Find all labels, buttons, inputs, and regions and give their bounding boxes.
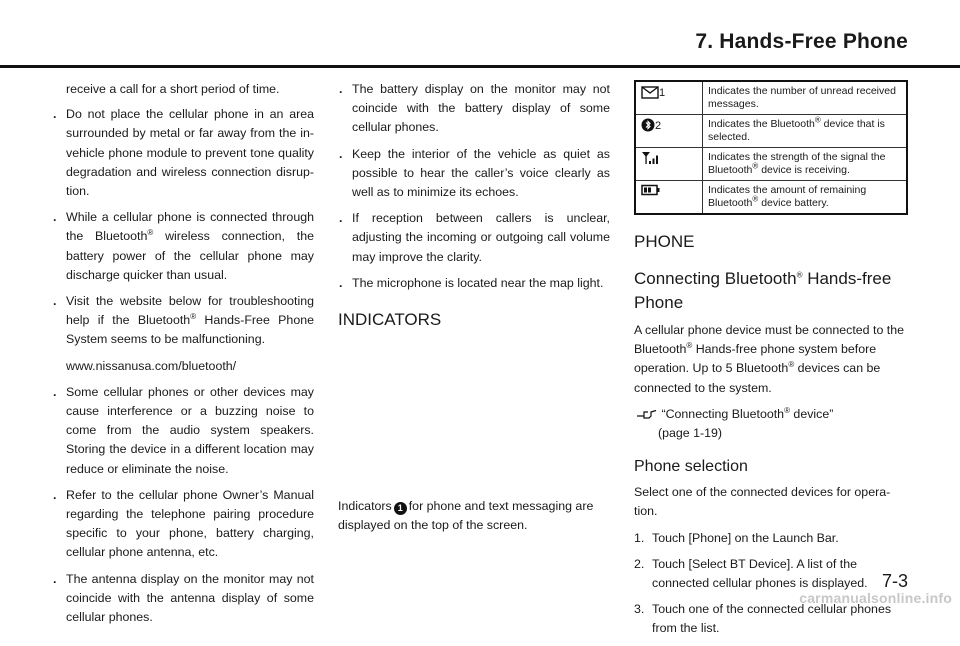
registered-mark: ® — [147, 228, 154, 238]
ref-text-post: device” — [789, 406, 834, 421]
bullet-text: Some cellular phones or other devices may cause interference or a buzzing noise to come from the audio system speakers. Storing the device in a different location may reduce or eliminate the noise. — [66, 384, 314, 476]
table-desc-post: device that is selected. — [708, 118, 885, 143]
bullet-dot: . — [53, 210, 57, 225]
icon-number: 1 — [659, 87, 666, 99]
indicators-heading: INDICATORS — [338, 310, 442, 330]
bullet-dot: . — [339, 211, 343, 226]
icon-cell — [635, 148, 703, 181]
bullet-battery-drain — [52, 208, 314, 285]
chapter-title: 7. Hands-Free Phone — [695, 30, 908, 53]
connecting-text-3: devices can be connected to the system. — [634, 361, 881, 395]
icon-cell — [635, 181, 703, 215]
bullet-text: The antenna display on the monitor may not coincide with the antenna display of some cellular phones. — [66, 571, 314, 625]
icon-number: 2 — [655, 120, 662, 132]
bullet-dot: . — [53, 384, 57, 399]
bullet-text-post: Hands-Free Phone System seems to be malfunctioning. — [66, 313, 314, 347]
connecting-heading — [634, 267, 908, 315]
registered-mark: ® — [190, 312, 197, 322]
indicator-table — [634, 80, 908, 215]
bullet-dot: . — [53, 294, 57, 309]
bullet-dot: . — [339, 82, 343, 96]
step-number: 2. — [634, 556, 645, 571]
list-item — [634, 555, 908, 593]
step-number: 1. — [634, 530, 645, 545]
column-1 — [52, 80, 314, 634]
icon-cell — [635, 115, 703, 148]
bullet-antenna — [52, 570, 314, 628]
registered-mark: ® — [784, 405, 790, 415]
envelope-icon — [641, 85, 659, 99]
bullet-text: Do not place the cellular phone in an area surrounded by metal or far away from the in-vehicle phone module to prevent tone quality degradation and wireless connection disrup-tion. — [66, 107, 314, 199]
bullet-dot: . — [53, 487, 57, 502]
header-rule — [0, 65, 960, 68]
bullet-text: Refer to the cellular phone Owner’s Manual regarding the telephone pairing procedure specific to your phone, battery charging, cellular phone antenna, etc. — [66, 487, 314, 560]
ref-page: (page 1-19) — [658, 426, 723, 441]
registered-mark: ® — [686, 341, 693, 351]
table-row — [635, 115, 907, 148]
table-desc-pre: Indicates the strength of the signal the Bluetooth — [708, 151, 886, 176]
bullet-text: Keep the interior of the vehicle as quiet as possible to hear the caller’s voice clearly as well as to minimize its echoes. — [352, 146, 610, 200]
bullet-text: The microphone is located near the map light. — [352, 275, 604, 290]
bullet-text: If reception between callers is unclear, adjusting the incoming or outgoing call volume may improve the clarity. — [352, 211, 610, 264]
connecting-text-2: Hands-free phone system before operation. Up to 5 Bluetooth — [634, 342, 877, 376]
step-text: Touch [Phone] on the Launch Bar. — [652, 530, 839, 545]
icon-cell — [635, 81, 703, 115]
registered-mark: ® — [752, 194, 759, 204]
table-row — [635, 148, 907, 181]
bullet-quiet-interior — [338, 145, 610, 203]
bullet-metal — [52, 105, 314, 201]
battery-icon — [641, 184, 661, 196]
indicators-description — [338, 497, 610, 535]
bullet-owners-manual — [52, 486, 314, 563]
registered-mark: ® — [796, 270, 803, 280]
bullet-reception — [338, 209, 610, 267]
selection-steps — [634, 529, 908, 639]
table-desc-pre: Indicates the amount of remaining Bluetooth — [708, 184, 867, 209]
connecting-paragraph — [634, 321, 908, 398]
table-desc — [703, 148, 908, 181]
bullet-text-pre: Visit the website below for troubleshooting help if the Bluetooth — [66, 294, 314, 328]
list-item — [634, 529, 908, 548]
table-desc — [703, 181, 908, 215]
bullet-dot: . — [339, 146, 343, 161]
step-text: Touch one of the connected cellular phones from the list. — [652, 602, 892, 636]
bullet-interference — [52, 383, 314, 479]
table-row — [635, 181, 907, 215]
table-desc — [703, 115, 908, 148]
support-url[interactable]: www.nissanusa.com/bluetooth/ — [66, 358, 237, 373]
bullet-text-pre: While a cellular phone is connected through the Bluetooth — [66, 210, 314, 244]
callout-1-icon: 1 — [394, 502, 407, 515]
registered-mark: ® — [814, 115, 821, 125]
page-number: 7-3 — [881, 571, 908, 591]
phone-heading: PHONE — [634, 232, 695, 251]
bullet-text-post: wireless connection, the battery power of the cellular phone may discharge quicker than usual. — [66, 229, 314, 282]
table-row — [635, 81, 907, 115]
signal-strength-icon — [641, 151, 661, 165]
column-2 — [338, 80, 610, 542]
registered-mark: ® — [788, 360, 795, 370]
step-text: Touch [Select BT Device]. A list of the connected cellular phones is displayed. — [652, 556, 868, 591]
table-desc-post: device is receiving. — [758, 164, 850, 176]
watermark: carmanualsonline.info — [799, 590, 952, 606]
connecting-heading-post: Hands-free Phone — [634, 269, 892, 312]
bullet-website — [52, 292, 314, 350]
bullet-microphone — [338, 274, 610, 293]
table-desc-post: device battery. — [758, 197, 829, 209]
registered-mark: ® — [752, 161, 759, 171]
pointing-hand-icon — [636, 407, 658, 419]
indicator-figure-area — [338, 337, 610, 497]
bullet-battery-display — [338, 80, 610, 138]
phone-selection-paragraph: Select one of the connected devices for opera-tion. — [634, 485, 891, 519]
bullet-dot: . — [53, 107, 57, 122]
bullet-text: The battery display on the monitor may not coincide with the battery display of some cellular phones. — [352, 82, 610, 135]
column-3 — [634, 80, 908, 646]
cross-reference[interactable] — [634, 405, 908, 443]
connecting-heading-pre: Connecting Bluetooth — [634, 269, 797, 288]
bullet-dot: . — [339, 275, 343, 290]
continued-text: receive a call for a short period of time. — [66, 82, 280, 96]
bullet-dot: . — [53, 571, 57, 586]
table-desc: Indicates the number of unread received messages. — [703, 81, 908, 115]
indicators-text-pre: Indicators — [338, 499, 392, 514]
step-number: 3. — [634, 602, 645, 617]
bluetooth-badge-icon — [641, 118, 655, 132]
ref-text-pre: “Connecting Bluetooth — [661, 406, 785, 421]
table-desc-pre: Indicates the Bluetooth — [708, 118, 815, 130]
connecting-text-1: A cellular phone device must be connected to the Bluetooth — [634, 323, 905, 357]
indicators-text-post: for phone and text messaging are displayed on the top of the screen. — [338, 499, 594, 533]
phone-selection-heading: Phone selection — [634, 458, 748, 476]
